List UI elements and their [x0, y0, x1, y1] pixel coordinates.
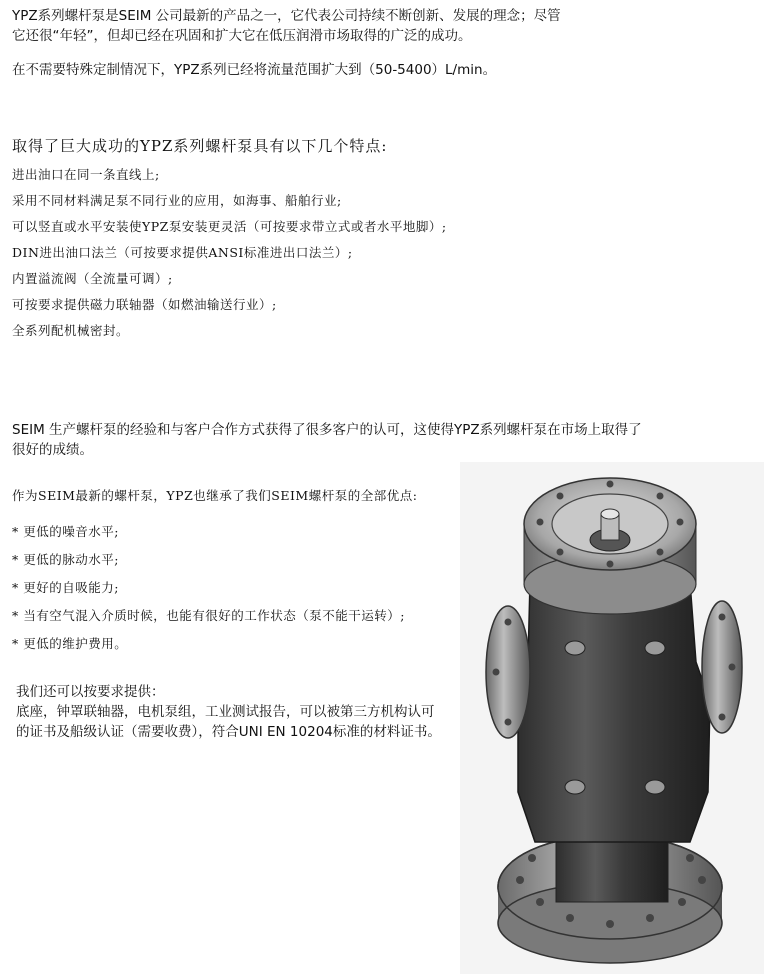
screw-pump-image — [460, 462, 764, 974]
feature-item: 内置溢流阀（全流量可调）; — [12, 271, 173, 286]
feature-item: 可按要求提供磁力联轴器（如燃油输送行业）; — [12, 297, 277, 312]
feature-item: 进出油口在同一条直线上; — [12, 167, 160, 182]
experience-line-1: SEIM 生产螺杆泵的经验和与客户合作方式获得了很多客户的认可，这使得YPZ系列螺杆泵在市场上取得了 — [12, 422, 642, 438]
advantage-item: * 更好的自吸能力; — [12, 580, 119, 595]
feature-item: 全系列配机械密封。 — [12, 323, 130, 338]
feature-item: DIN进出油口法兰（可按要求提供ANSI标准进出口法兰）; — [12, 245, 353, 260]
advantage-item: * 当有空气混入介质时候，也能有很好的工作状态（泵不能干运转）; — [12, 608, 405, 623]
advantages-list — [12, 518, 417, 658]
services-line-2: 底座，钟罩联轴器，电机泵组，工业测试报告，可以被第三方机构认可 — [16, 704, 435, 720]
services-line-1: 我们还可以按要求提供： — [16, 684, 165, 700]
intro-line-2: 它还很“年轻”，但却已经在巩固和扩大它在低压润滑市场取得的广泛的成功。 — [12, 28, 472, 44]
features-list — [12, 162, 447, 344]
feature-item: 采用不同材料满足泵不同行业的应用，如海事、船舶行业; — [12, 193, 342, 208]
features-section — [12, 134, 447, 344]
advantage-item: * 更低的噪音水平; — [12, 524, 119, 539]
features-heading: 取得了巨大成功的YPZ系列螺杆泵具有以下几个特点: — [12, 137, 388, 155]
intro-line-1: YPZ系列螺杆泵是SEIM 公司最新的产品之一，它代表公司持续不断创新、发展的理念；尽管 — [12, 8, 561, 24]
services-paragraph — [16, 682, 441, 742]
advantage-item: * 更低的脉动水平; — [12, 552, 119, 567]
feature-item: 可以竖直或水平安装使YPZ泵安装更灵活（可按要求带立式或者水平地脚）; — [12, 219, 447, 234]
advantage-item: * 更低的维护费用。 — [12, 636, 128, 651]
experience-line-2: 很好的成绩。 — [12, 442, 93, 458]
advantages-section — [12, 486, 417, 658]
flow-range-text: 在不需要特殊定制情况下，YPZ系列已经将流量范围扩大到（50-5400）L/min。 — [12, 62, 497, 78]
experience-paragraph — [12, 420, 642, 460]
flow-range-paragraph — [12, 60, 496, 80]
intro-paragraph — [12, 6, 561, 46]
pump-illustration — [460, 462, 764, 974]
services-line-3: 的证书及船级认证（需要收费），符合UNI EN 10204标准的材料证书。 — [16, 724, 441, 740]
advantages-heading: 作为SEIM最新的螺杆泵，YPZ也继承了我们SEIM螺杆泵的全部优点: — [12, 488, 418, 503]
